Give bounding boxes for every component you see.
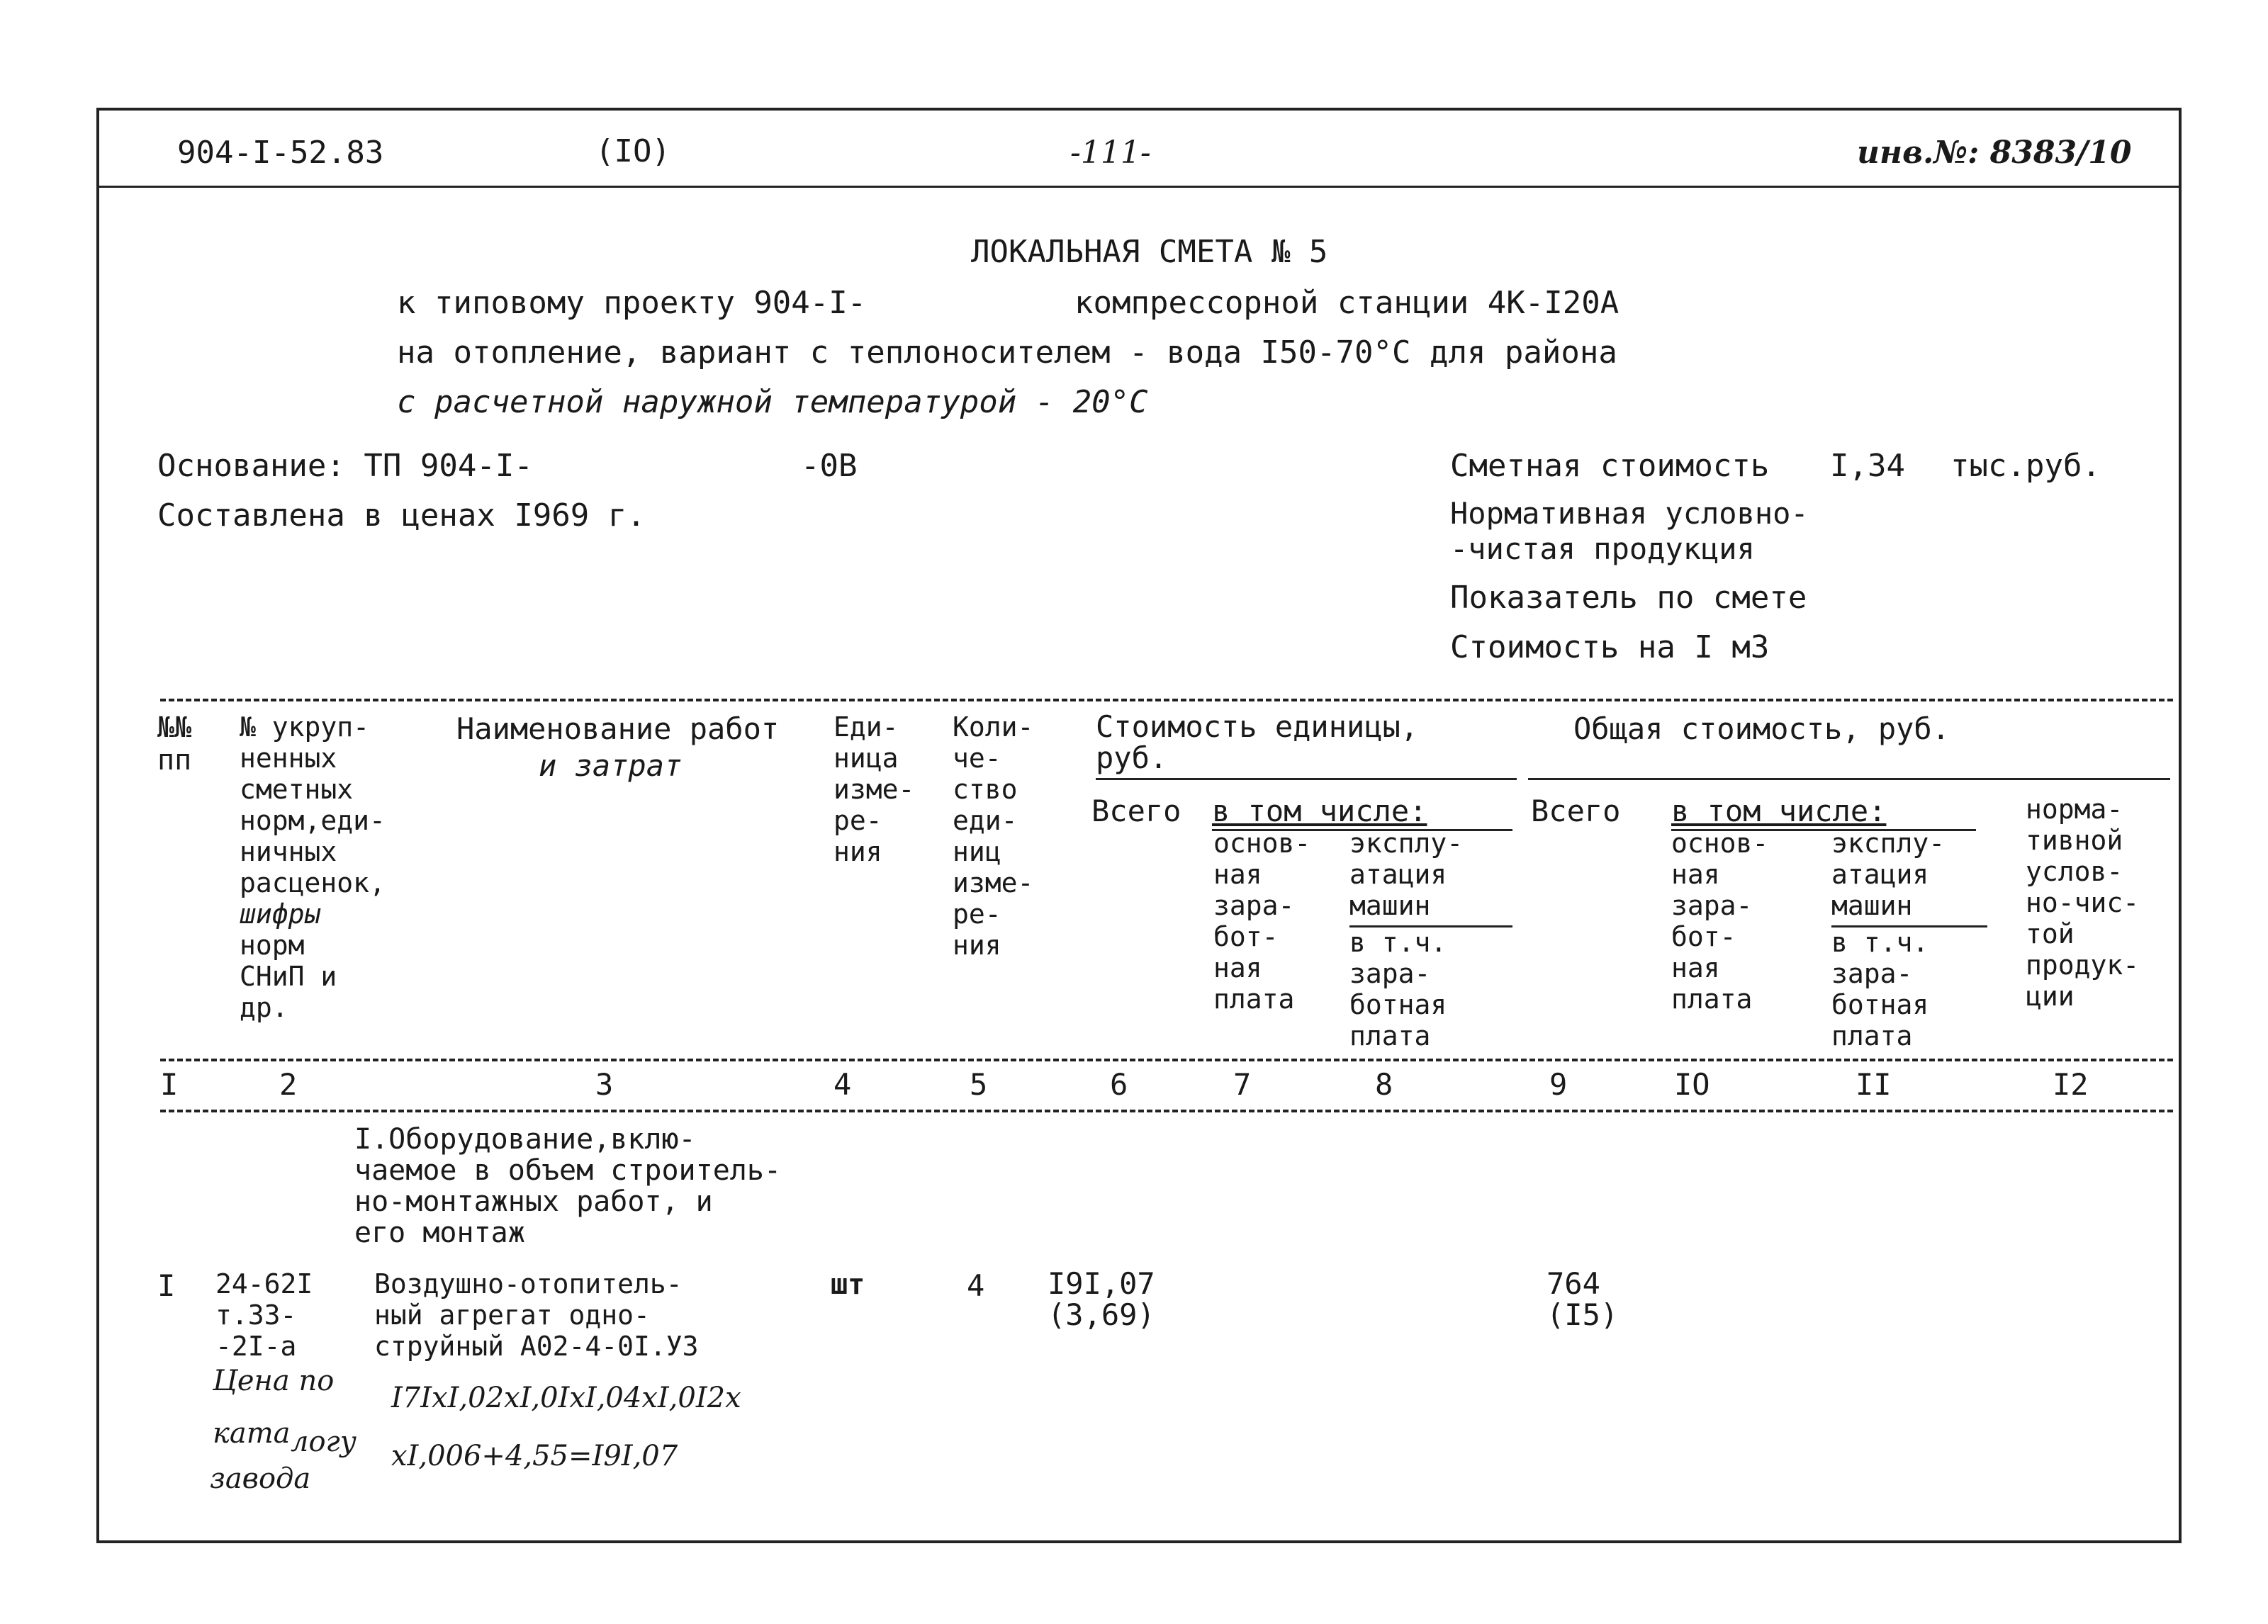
row-unit-cost: I9I,07 (3,69)	[1048, 1266, 1155, 1332]
total-exploitation: эксплу- атация	[1831, 828, 1946, 890]
estimate-title: ЛОКАЛЬНАЯ СМЕТА № 5	[971, 234, 1328, 270]
normative-product: Нормативная условно- -чистая продукция	[1450, 496, 1809, 566]
col-header-work-name-2: и затрат	[539, 748, 683, 783]
col-num: 2	[279, 1067, 298, 1102]
row-total-cost: 764 (I5)	[1546, 1266, 1619, 1332]
unit-in-total: в том числе:	[1212, 794, 1427, 828]
title-line1-b: компрессорной станции 4К-I20А	[1074, 285, 1619, 321]
col-header-number: №№ пп	[157, 711, 192, 777]
page-number: -111-	[1070, 135, 1151, 171]
basis-label: Основание: ТП 904-I-	[157, 448, 533, 484]
row-number: I	[157, 1268, 176, 1303]
unit-machines: машин	[1349, 890, 1431, 921]
total-plata: плата	[1831, 1020, 1913, 1051]
title-line1-a: к типовому проекту 904-I-	[397, 285, 867, 321]
title-line2: на отопление, вариант с теплоносителем - вода I50-70°С для района	[397, 334, 1617, 371]
cost-label: Сметная стоимость	[1450, 448, 1770, 484]
total-incl-salary: в т.ч. зара- ботная	[1831, 927, 1929, 1020]
total-cost-underline	[1528, 778, 2170, 780]
unit-base-salary: основ- ная зара- бот- ная плата	[1213, 828, 1311, 1015]
col-num: I2	[2053, 1067, 2089, 1102]
row-price-note-a: Цена по	[213, 1365, 335, 1397]
col-num: IO	[1674, 1067, 1710, 1102]
cost-unit: тыс.руб.	[1950, 448, 2101, 484]
total-in-total: в том числе:	[1671, 794, 1887, 828]
col-num: 5	[970, 1067, 988, 1102]
col-header-unit-cost: Стоимость единицы, руб.	[1096, 709, 1419, 775]
col-header-unit: Еди- ница изме- ре- ния	[833, 711, 915, 867]
col-num: 6	[1110, 1067, 1128, 1102]
col-header-work-name: Наименование работ	[456, 711, 780, 746]
total-normative: норма- тивной услов- но-чис- той продук- ции	[2026, 794, 2140, 1012]
col-header-total-cost: Общая стоимость, руб.	[1573, 711, 1950, 746]
indicator-label: Показатель по смете	[1450, 580, 1807, 616]
unit-plata: плата	[1349, 1020, 1431, 1051]
unit-vsego: Всего	[1091, 794, 1181, 828]
col-num: 7	[1233, 1067, 1252, 1102]
total-vsego: Всего	[1531, 794, 1621, 828]
unit-incl-salary: в т.ч. зара- ботная	[1349, 927, 1447, 1020]
col-num: I	[160, 1067, 179, 1102]
col-numbers-rule	[160, 1110, 2173, 1112]
table-top-rule	[160, 699, 2173, 701]
col-header-norm-codes: № укруп- ненных сметных норм,еди- ничных расценок,	[240, 711, 386, 898]
row-price-note-c: логу	[291, 1426, 357, 1458]
price-year: Составлена в ценах I969 г.	[157, 497, 646, 534]
col-header-norm-codes-tail: норм СНиП и др.	[240, 930, 337, 1023]
row-norm-code: 24-62I т.33- -2I-а	[215, 1268, 313, 1362]
basis-code: -0В	[801, 448, 858, 484]
row-work-name: Воздушно-отопитель- ный агрегат одно- струйный А02-4-0I.У3	[374, 1268, 699, 1362]
col-num: 9	[1549, 1067, 1568, 1102]
row-price-note-d: завода	[210, 1462, 311, 1495]
unit-cost-underline	[1096, 778, 1517, 780]
total-base-salary: основ- ная зара- бот- ная плата	[1671, 828, 1769, 1015]
col-num: II	[1856, 1067, 1892, 1102]
cost-per-m3: Стоимость на I м3	[1450, 629, 1770, 665]
col-header-quantity: Коли- че- ство еди- ниц изме- ре- ния	[953, 711, 1034, 961]
inventory-number: инв.№: 8383/10	[1857, 135, 2132, 171]
title-line3: с расчетной наружной температурой - 20°С	[397, 384, 1148, 420]
cost-value: I,34	[1830, 448, 1905, 484]
sheet-number: (IO)	[595, 133, 670, 169]
total-machines: машин	[1831, 890, 1913, 921]
row-formula-2: xI,006+4,55=I9I,07	[391, 1440, 678, 1472]
section-title: I.Оборудование,вклю- чаемое в объем строитель- но-монтажных работ, и его монтаж	[354, 1123, 782, 1249]
header-bottom-rule	[160, 1059, 2173, 1061]
col-num: 8	[1375, 1067, 1393, 1102]
header-divider	[96, 186, 2179, 188]
row-unit: шт	[831, 1268, 865, 1301]
row-price-note-b: ката	[213, 1417, 291, 1450]
row-quantity: 4	[967, 1268, 985, 1303]
doc-code: 904-I-52.83	[177, 135, 384, 171]
col-num: 3	[595, 1067, 614, 1102]
row-formula-1: I7IxI,02xI,0IxI,04xI,0I2x	[391, 1382, 741, 1414]
unit-exploitation: эксплу- атация	[1349, 828, 1464, 890]
col-header-norm-codes-italic: шифры	[240, 898, 321, 930]
col-num: 4	[833, 1067, 852, 1102]
